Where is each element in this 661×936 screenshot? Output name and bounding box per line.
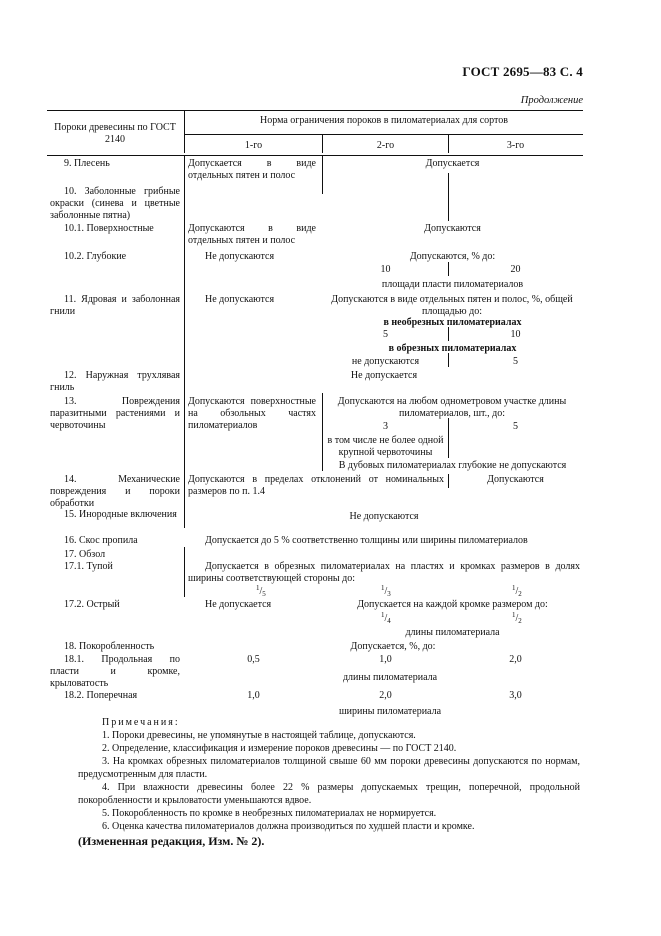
row-17-2-name: 17.2. Острый (64, 599, 120, 610)
body-divider (448, 173, 449, 221)
row-17-2-grade-1: Не допускается (205, 599, 272, 610)
row-10-1-name: 10.1. Поверхностные (64, 223, 154, 234)
row-13-grades-23: Допускаются на любом однометровом участке длины пиломатериалов, шт., до: (337, 396, 567, 419)
row-14-name: 14. Механические повреждения и пороки обработки (50, 474, 180, 509)
row-17-1-fraction-1: $^1/_5$ (256, 584, 266, 598)
body-divider (184, 547, 185, 597)
notes-block (78, 716, 580, 848)
row-10-2-value-3: 20 (510, 264, 521, 275)
body-divider (184, 156, 185, 528)
row-10-2-value-2: 10 (380, 264, 391, 275)
row-18-1-value-1: 0,5 (247, 654, 260, 665)
note-item: 4. При влажности древесины более 22 % размеры допускаемых трещин, поперечной, продольной покоробленности и крыловатости уменьшаются вдвое. (78, 782, 580, 806)
note-item: 1. Пороки древесины, не упомянутые в настоящей таблице, допускаются. (102, 730, 416, 741)
row-17-1-fraction-2: $^1/_3$ (381, 584, 391, 598)
row-10-2-name: 10.2. Глубокие (64, 251, 127, 262)
row-10-2-grades-23: Допускаются, % до: (409, 251, 496, 262)
row-12-all: Не допускается (350, 370, 418, 381)
row-11-grades-23: Допускаются в виде отдельных пятен и полос, %, общей площадью до: (331, 294, 573, 317)
notes-title: Примечания: (102, 717, 180, 728)
row-11-sub-edged: в обрезных пиломатериалах (388, 343, 517, 354)
row-11-grade-1: Не допускаются (205, 294, 275, 305)
row-14-grades-12: Допускаются в пределах отклонений от номинальных размеров по п. 1.4 (188, 474, 444, 497)
row-9-grades-23: Допускается (425, 158, 480, 169)
row-13-value-2: 3 (383, 421, 388, 432)
row-12-name: 12. Наружная трухлявая гниль (50, 370, 180, 393)
note-item: 3. На кромках обрезных пиломатериалов толщиной свыше 60 мм пороки древесины допускаются по нормам, предусмотренным для пласти. (78, 756, 580, 780)
col-header-norm: Норма ограничения пороков в пиломатериалах для сортов (260, 115, 508, 126)
row-11-sub-unedged: в необрезных пиломатериалах (383, 317, 522, 328)
row-10-1-grade-1: Допускаются в виде отдельных пятен и полос (188, 223, 316, 246)
row-9-name: 9. Плесень (64, 158, 110, 169)
table-top-rule (47, 110, 583, 111)
header-bottom-rule (47, 155, 583, 156)
col-header-grade-2: 2-го (376, 140, 395, 151)
row-10-2-note: площади пласти пиломатериалов (381, 279, 524, 290)
page-header: ГОСТ 2695—83 С. 4 (462, 64, 583, 79)
row-17-2-grades-23: Допускается на каждой кромке размером до: (357, 599, 548, 610)
row-17-2-fraction-3: $^1/_2$ (512, 611, 522, 625)
note-item: 6. Оценка качества пиломатериалов должна производиться по худшей пласти и кромке. (102, 821, 475, 832)
note-item: 2. Определение, классификация и измерение пороков древесины — по ГОСТ 2140. (102, 743, 457, 754)
row-10-1-grades-23: Допускаются (424, 223, 481, 234)
row-11-sub1-value-2: 5 (383, 329, 388, 340)
row-18-2-value-3: 3,0 (509, 690, 522, 701)
note-item: 5. Покоробленность по кромке в необрезных пиломатериалах не нормируется. (102, 808, 437, 819)
amendment-note: (Измененная редакция, Изм. № 2). (78, 834, 265, 848)
col-header-grade-3: 3-го (506, 140, 525, 151)
row-16-all: Допускается до 5 % соответственно толщины или ширины пиломатериалов (205, 535, 528, 546)
row-11-sub2-value-2: не допускаются (351, 356, 420, 367)
row-17-1-fraction-3: $^1/_2$ (512, 584, 522, 598)
row-14-grade-3: Допускаются (487, 474, 544, 485)
row-18-2-value-1: 1,0 (247, 690, 260, 701)
row-15-all: Не допускаются (349, 511, 419, 522)
header-mid-rule (184, 134, 583, 135)
row-10-name: 10. Заболонные грибные окраски (синева и цветные заболонные пятна) (50, 186, 180, 221)
row-15-name: 15. Инородные включения (64, 509, 177, 520)
row-13-value-3: 5 (513, 421, 518, 432)
row-13-sub: в том числе не более одной крупной червоточины (327, 435, 444, 458)
row-18-2-value-2: 2,0 (379, 690, 392, 701)
row-10-2-grade-1: Не допускаются (205, 251, 275, 262)
row-13-oak: В дубовых пиломатериалах глубокие не допускаются (338, 460, 567, 471)
row-18-1-value-3: 2,0 (509, 654, 522, 665)
row-18-2-name: 18.2. Поперечная (64, 690, 138, 701)
row-17-2-fraction-2: $^1/_4$ (381, 611, 391, 625)
row-17-2-note: длины пиломатериала (405, 627, 500, 638)
row-18-1-name: 18.1. Продольная по пласти и кромке, крыловатость (50, 654, 180, 689)
row-18-grades-23: Допускается, %, до: (350, 641, 436, 652)
col-header-grade-1: 1-го (244, 140, 263, 151)
row-18-1-value-2: 1,0 (379, 654, 392, 665)
col-header-defect: Пороки древесины по ГОСТ 2140 (54, 122, 176, 145)
row-17-1-name: 17.1. Тупой (64, 561, 113, 572)
row-17-name: 17. Обзол (64, 549, 106, 560)
row-13-name: 13. Повреждения паразитными растениями и червоточины (50, 396, 180, 431)
row-18-name: 18. Покоробленность (64, 641, 155, 652)
row-9-grade-1: Допускается в виде отдельных пятен и полос (188, 158, 316, 181)
row-13-grade-1: Допускаются поверхностные на обзольных частях пиломатериалов (188, 396, 316, 431)
continuation-label: Продолжение (520, 95, 583, 106)
row-11-sub2-value-3: 5 (513, 356, 518, 367)
row-18-1-note: длины пиломатериала (342, 672, 438, 683)
row-18-2-note: ширины пиломатериала (338, 706, 442, 717)
row-11-name: 11. Ядровая и заболонная гнили (50, 294, 180, 317)
row-16-name: 16. Скос пропила (64, 535, 138, 546)
row-11-sub1-value-3: 10 (510, 329, 521, 340)
row-17-1-all: Допускается в обрезных пиломатериалах на пластях и кромках размеров в долях ширины соответствующей стороны до: (188, 561, 580, 584)
